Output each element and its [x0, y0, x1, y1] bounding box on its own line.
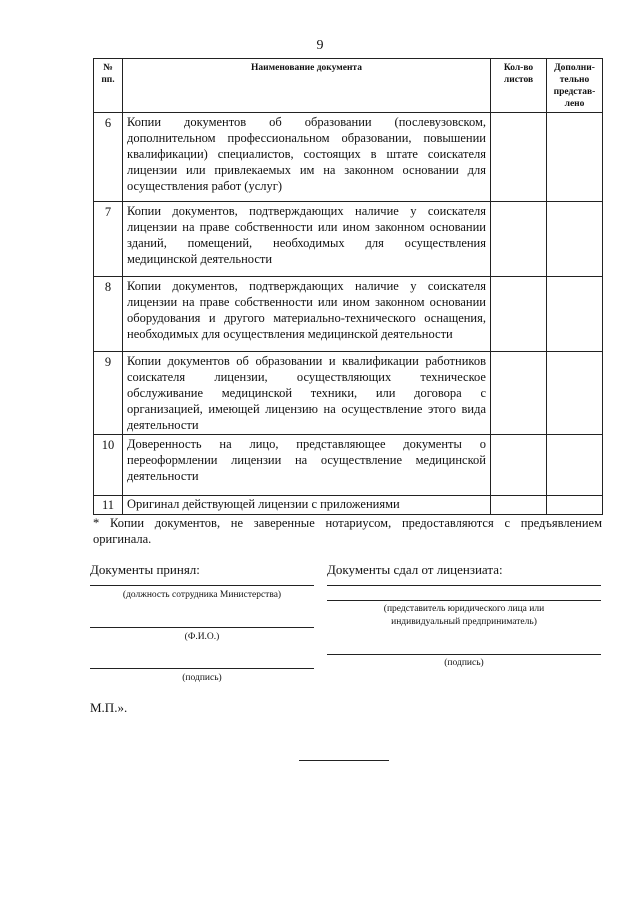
row-document-name: Копии документов об образовании (послевузовском, дополнительном профессиональном образовании, повышении квалификации) специалистов, состоящих в штате соискателя лицензии или привлекаемых им на законном основании для осуществления работ (услуг) [123, 113, 491, 202]
documents-table [93, 58, 603, 515]
right-sign-line [327, 654, 601, 655]
row-number: 6 [94, 113, 123, 202]
position-caption: (должность сотрудника Министерства) [122, 590, 282, 600]
row-additional-cell [547, 202, 603, 277]
representative-line-2 [327, 600, 601, 601]
row-number: 8 [94, 277, 123, 352]
row-document-name: Копии документов, подтверждающих наличие у соискателя лицензии на праве собственности или ином законном основании оборудования и другого материально-технического оснащения, необходимых для осуществления медицинской деятельности [123, 277, 491, 352]
representative-line-1 [327, 585, 601, 586]
left-sign-caption: (подпись) [182, 673, 222, 683]
fio-signature-line [90, 627, 314, 628]
representative-caption-2: индивидуальный предприниматель) [391, 617, 537, 627]
table-row [94, 496, 603, 515]
row-additional-cell [547, 277, 603, 352]
row-sheet-count-cell [491, 113, 547, 202]
row-document-name: Копии документов об образовании и квалификации работников соискателя лицензии, осуществляющих техническое обслуживание медицинской техники, или договора с организацией, имеющей лицензию на осуществление этого вида деятельности [123, 352, 491, 435]
table-row [94, 113, 603, 202]
header-number: № пп. [94, 59, 123, 113]
page-number: 9 [316, 38, 324, 53]
row-additional-cell [547, 113, 603, 202]
header-sheet-count: Кол-во листов [491, 59, 547, 113]
table-row [94, 352, 603, 435]
stamp-place: М.П.». [90, 700, 128, 715]
position-signature-line [90, 585, 314, 586]
accepted-by-title: Документы принял: [90, 562, 200, 577]
row-number: 9 [94, 352, 123, 435]
row-number: 7 [94, 202, 123, 277]
row-document-name: Оригинал действующей лицензии с приложениями [123, 496, 491, 515]
submitted-by-title: Документы сдал от лицензиата: [327, 562, 503, 577]
row-document-name: Доверенность на лицо, представляющее документы о переоформлении лицензии на осуществление медицинской деятельности [123, 435, 491, 496]
row-sheet-count-cell [491, 277, 547, 352]
end-divider [299, 760, 389, 761]
header-document-name: Наименование документа [123, 59, 491, 113]
header-additional: Дополни-тельно представ-лено [547, 59, 603, 113]
row-sheet-count-cell [491, 202, 547, 277]
left-sign-line [90, 668, 314, 669]
table-row [94, 202, 603, 277]
row-additional-cell [547, 496, 603, 515]
row-additional-cell [547, 435, 603, 496]
row-number: 10 [94, 435, 123, 496]
row-sheet-count-cell [491, 496, 547, 515]
row-sheet-count-cell [491, 435, 547, 496]
representative-caption-1: (представитель юридического лица или [383, 604, 545, 614]
table-row [94, 435, 603, 496]
footnote: * Копии документов, не заверенные нотариусом, предоставляются с предъявлением оригинала. [93, 516, 602, 546]
row-sheet-count-cell [491, 352, 547, 435]
fio-caption: (Ф.И.О.) [184, 632, 220, 642]
table-row [94, 277, 603, 352]
table-header-row [94, 59, 603, 113]
row-number: 11 [94, 496, 123, 515]
row-additional-cell [547, 352, 603, 435]
row-document-name: Копии документов, подтверждающих наличие у соискателя лицензии на праве собственности или ином законном основании зданий, помещений, необходимых для осуществления медицинской деятельности [123, 202, 491, 277]
right-sign-caption: (подпись) [444, 658, 484, 668]
